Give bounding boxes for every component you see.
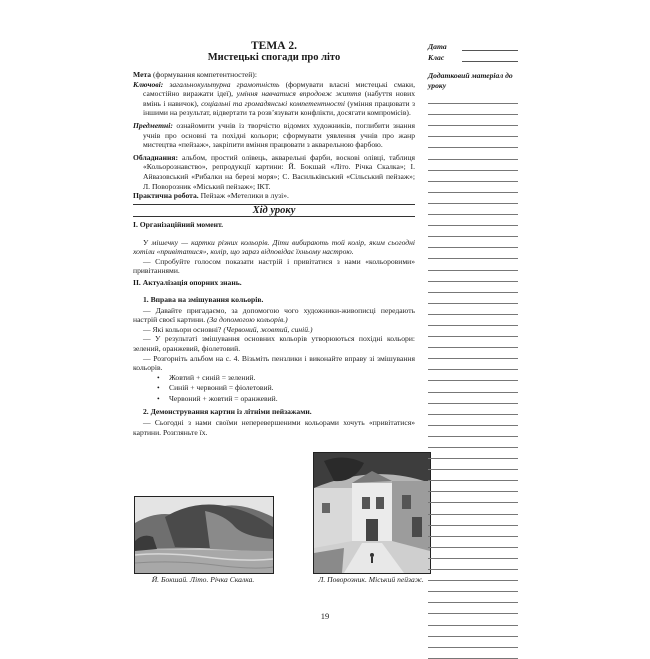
key-text-5: соціальні та громадянські компетентності [201, 98, 345, 108]
note-line [428, 570, 518, 581]
note-line [428, 603, 518, 614]
note-line [428, 259, 518, 270]
goal-text: (формування компетентностей): [151, 70, 257, 79]
note-line [428, 459, 518, 470]
section-1-italic: мішечку — картки різних кольорів. Діти вибирають той колір, яким сьогодні хотіли «привітатися», колір, що зараз відповідає їхньому настрою. [133, 237, 415, 257]
note-line [428, 515, 518, 526]
exercise-1-question-1 [133, 306, 415, 325]
exercise-1-statement: — У результаті змішування основних кольорів утворюються похідні кольори: зелений, оранжевий, фіолетовий. [133, 334, 415, 354]
key-label: Ключові: [133, 79, 164, 89]
section-1-title: I. Організаційний момент. [133, 220, 224, 230]
topic-subtitle: Мистецькі спогади про літо [207, 52, 341, 63]
note-line [428, 415, 518, 426]
note-line [428, 503, 518, 514]
key-text-2: (формувати власні мистецькі смаки, самостійно виражати ідеї), [143, 79, 415, 99]
equipment-text: альбом, простий олівець, акварельні фарби, воскові олівці, таблиця «Кольорознавство», репродукції картини: Й. Бокшай «Літо. Річка Скалка»; І. Айвазовський «Рибалки на березі моря»; С. Васильківський «Сільський пейзаж»; Л. Поворозник «Міський пейзаж»; ІКТ. [143, 152, 415, 191]
key-competences [133, 80, 415, 118]
practical-text: Пейзаж «Метелики в лузі». [198, 191, 289, 201]
note-line [428, 115, 518, 126]
exercise-1-instruction: — Розгорніть альбом на с. 4. Візьміть пензлики і виконайте вправу зі змішування кольорів. [133, 353, 415, 373]
note-line [428, 160, 518, 171]
note-line [428, 614, 518, 625]
note-line [428, 393, 518, 404]
note-line [428, 204, 518, 215]
topic-title: ТЕМА 2. [251, 40, 297, 52]
page-number: 19 [320, 611, 330, 621]
color-mix-item: • Синій + червоний = фіолетовий. [169, 383, 415, 394]
key-text-4: (набуття нових вмінь і навичок), [143, 89, 416, 108]
note-line [428, 293, 518, 304]
painting-town-street [313, 452, 431, 574]
date-label: Дата [428, 42, 447, 51]
note-line [428, 381, 518, 392]
note-line [428, 426, 518, 437]
color-mix-list [133, 373, 415, 405]
question-1-text: — Давайте пригадаємо, за допомогою чого художники-живописці передають настрій своєї картини. [133, 305, 415, 325]
note-line [428, 348, 518, 359]
note-line [428, 248, 518, 259]
extra-material-title: Додатковий матеріал до уроку [428, 71, 513, 90]
note-line [428, 648, 518, 659]
goal-label: Мета [133, 70, 152, 79]
town-street-image [314, 453, 430, 573]
note-line [428, 271, 518, 282]
section-1-greeting: — Спробуйте голосом показати настрій і привітатися з нами «кольоровими» привітаннями. [133, 256, 415, 276]
note-line [428, 337, 518, 348]
painting-river-landscape [134, 496, 274, 574]
key-text-6: (уміння працювати з іншими на результат, відвертати та розв’язувати конфлікти, досягати компромісів). [143, 98, 416, 118]
note-line [428, 537, 518, 548]
note-line [428, 126, 518, 137]
question-1-answer: (За допомогою кольорів.) [207, 315, 288, 325]
date-row [428, 40, 518, 51]
note-line [428, 559, 518, 570]
note-line [428, 548, 518, 559]
note-line [428, 282, 518, 293]
note-line [428, 404, 518, 415]
section-1-paragraph [133, 238, 415, 257]
exercise-2-title: 2. Демонстрування картин із літніми пейзажами. [143, 407, 312, 417]
note-line [428, 237, 518, 248]
note-line [428, 171, 518, 182]
note-line [428, 626, 518, 637]
class-label: Клас [428, 53, 445, 62]
note-line [428, 370, 518, 381]
note-line [428, 93, 518, 104]
subject-label: Предметні: [133, 120, 173, 130]
subject-competences [133, 121, 415, 150]
color-mix-item: • Червоний + жовтий = оранжевий. [169, 394, 415, 405]
key-text-1: загальнокультурна грамотність [163, 79, 280, 89]
practical-work [133, 191, 415, 201]
class-field[interactable] [462, 53, 518, 62]
note-line [428, 437, 518, 448]
section-2-title: II. Актуалізація опорних знань. [133, 277, 242, 287]
note-line [428, 326, 518, 337]
exercise-2-text: — Сьогодні з нами своїми неперевершеними кольорами хочуть «привітатися» картини. Розгляньте їх. [133, 417, 415, 437]
lesson-plan-body [133, 40, 415, 437]
note-line [428, 359, 518, 370]
equipment-label: Обладнання: [133, 152, 178, 162]
note-line [428, 315, 518, 326]
note-line [428, 137, 518, 148]
class-row [428, 51, 518, 62]
section-1-text: У [143, 237, 152, 247]
note-line [428, 215, 518, 226]
note-line [428, 637, 518, 648]
note-line [428, 470, 518, 481]
note-line [428, 448, 518, 459]
equipment [133, 153, 415, 191]
note-line [428, 304, 518, 315]
subject-text: ознайомити учнів із творчістю відомих художників, поглибити знання учнів про основні та похідні кольори; сформувати уявлення учнів про жанр мистецтва «пейзаж», закріпити вміння працювати з акварельною фарбою. [143, 120, 415, 150]
note-line [428, 148, 518, 159]
note-line [428, 104, 518, 115]
caption-town-street: Л. Поворозник. Міський пейзаж. [318, 575, 424, 584]
note-lines [428, 93, 518, 659]
note-line [428, 526, 518, 537]
note-line [428, 226, 518, 237]
note-line [428, 481, 518, 492]
key-text-3: уміння навчатися впродовж життя [236, 89, 362, 99]
note-line [428, 182, 518, 193]
question-2-answer: (Червоний, жовтий, синій.) [223, 324, 313, 334]
note-line [428, 581, 518, 592]
exercise-1-title: 1. Вправа на змішування кольорів. [143, 295, 264, 305]
exercise-1-question-2 [133, 325, 415, 335]
notes-sidebar [428, 40, 518, 616]
date-field[interactable] [462, 42, 518, 51]
goal-line [133, 70, 415, 80]
lesson-heading: Хід уроку [133, 204, 415, 218]
caption-river-landscape: Й. Бокшай. Літо. Річка Скалка. [151, 575, 255, 584]
question-2-text: — Які кольори основні? [143, 324, 224, 334]
note-line [428, 193, 518, 204]
color-mix-item: • Жовтий + синій = зелений. [169, 373, 415, 384]
note-line [428, 492, 518, 503]
practical-label: Практична робота. [133, 191, 199, 201]
river-landscape-image [135, 497, 273, 573]
note-line [428, 592, 518, 603]
